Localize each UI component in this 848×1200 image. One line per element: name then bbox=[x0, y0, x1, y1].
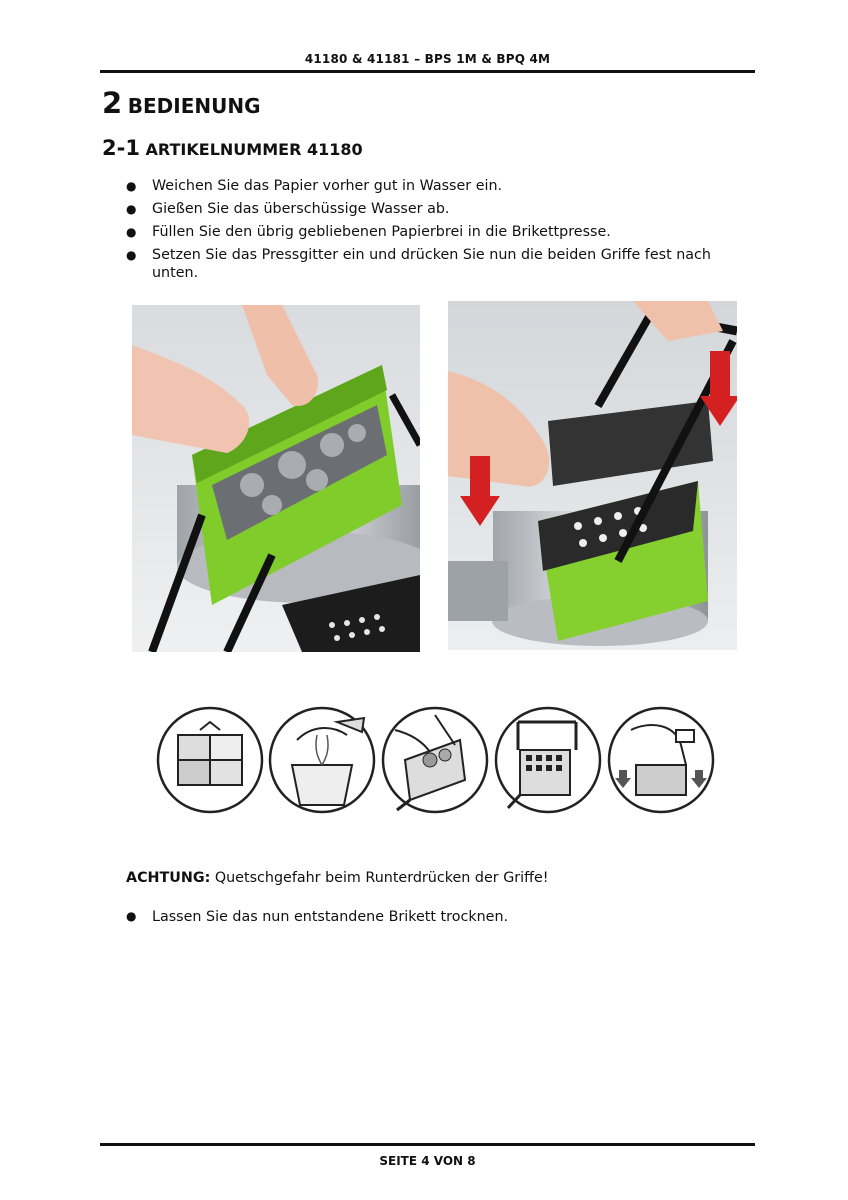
warning-label: ACHTUNG: bbox=[126, 870, 211, 886]
section-heading bbox=[102, 86, 261, 120]
photo-filling-press bbox=[132, 305, 420, 652]
subsection-title: ARTIKELNUMMER 41180 bbox=[145, 140, 363, 159]
list-item: ● Lassen Sie das nun entstandene Brikett trocknen. bbox=[126, 909, 508, 925]
list-item: ● Füllen Sie den übrig gebliebenen Papierbrei in die Brikettpresse. bbox=[126, 223, 746, 241]
final-instruction-list bbox=[126, 909, 508, 925]
page-number: SEITE 4 VON 8 bbox=[379, 1154, 476, 1168]
subsection-number: 2-1 bbox=[102, 136, 140, 160]
list-item: ● Weichen Sie das Papier vorher gut in Wasser ein. bbox=[126, 177, 746, 195]
list-item: ● Setzen Sie das Pressgitter ein und drücken Sie nun die beiden Griffe fest nach unten. bbox=[126, 246, 746, 282]
footer-rule bbox=[100, 1143, 755, 1146]
subsection-heading bbox=[102, 136, 363, 160]
document-header: 41180 & 41181 – BPS 1M & BPQ 4M bbox=[304, 52, 551, 66]
press-down-icon bbox=[609, 708, 713, 812]
section-number: 2 bbox=[102, 86, 123, 120]
warning-note bbox=[126, 870, 549, 886]
step-pictograms bbox=[155, 705, 715, 815]
warning-text: Quetschgefahr beim Runterdrücken der Griffe! bbox=[210, 870, 549, 886]
section-title: BEDIENUNG bbox=[127, 94, 261, 118]
fill-press-icon bbox=[383, 708, 487, 812]
list-item: ● Gießen Sie das überschüssige Wasser ab. bbox=[126, 200, 746, 218]
header-rule bbox=[100, 70, 755, 73]
instruction-list bbox=[126, 177, 746, 287]
photo-pressing-handles bbox=[448, 301, 737, 650]
pour-water-icon bbox=[270, 708, 374, 812]
insert-grid-icon bbox=[496, 708, 600, 812]
paper-stack-icon bbox=[158, 708, 262, 812]
